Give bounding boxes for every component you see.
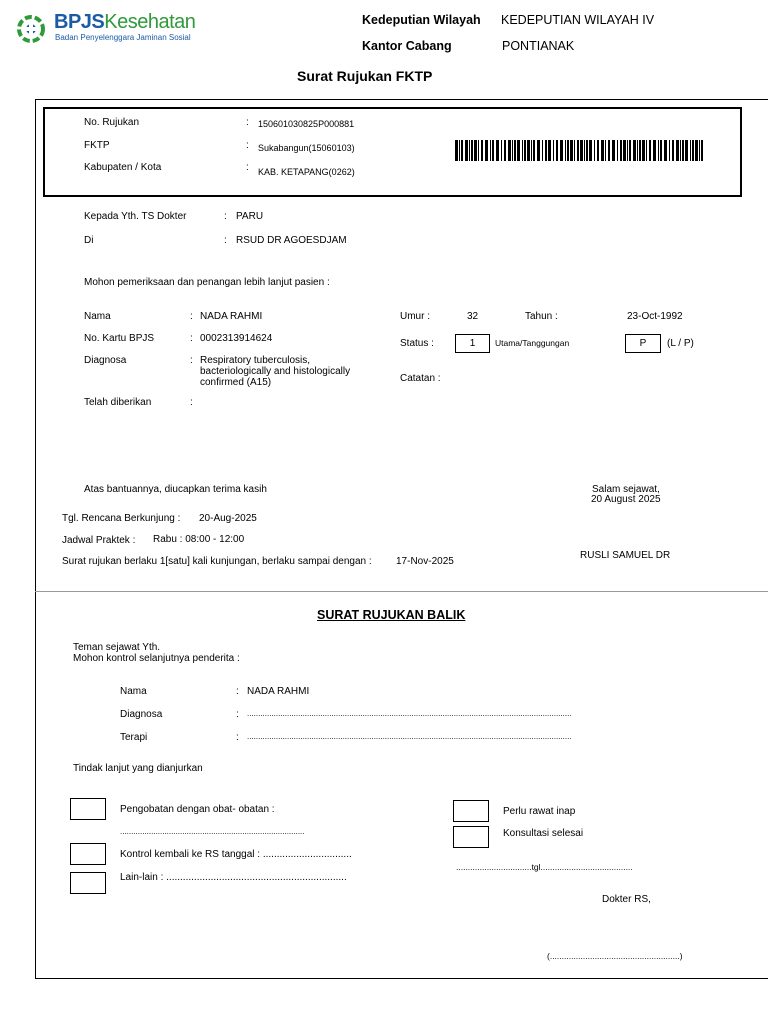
balik-request: Mohon kontrol selanjutnya penderita : bbox=[73, 653, 240, 664]
barcode-icon bbox=[455, 140, 705, 161]
page-title: Surat Rujukan FKTP bbox=[297, 68, 433, 84]
colon: : bbox=[224, 235, 227, 246]
colon: : bbox=[246, 117, 249, 128]
lain-checkbox[interactable] bbox=[70, 872, 106, 894]
colon: : bbox=[190, 311, 193, 322]
tahun-value: 23-Oct-1992 bbox=[627, 311, 683, 322]
obat-dots: ................................................................................... bbox=[120, 827, 305, 836]
kabupaten-label: Kabupaten / Kota bbox=[84, 162, 162, 173]
colon: : bbox=[236, 732, 239, 743]
diagnosa-label: Diagnosa bbox=[84, 355, 127, 366]
lain-label: Lain-lain : ................................................................. bbox=[120, 872, 347, 883]
balik-diagnosa-label: Diagnosa bbox=[120, 709, 163, 720]
kepada-value: PARU bbox=[236, 211, 264, 222]
di-value: RSUD DR AGOESDJAM bbox=[236, 235, 347, 246]
rawat-checkbox[interactable] bbox=[453, 800, 489, 822]
sex-box: P bbox=[625, 334, 661, 353]
rawat-label: Perlu rawat inap bbox=[503, 806, 576, 817]
nama-value: NADA RAHMI bbox=[200, 311, 263, 322]
umur-value: 32 bbox=[467, 311, 479, 322]
doctor-name: RUSLI SAMUEL DR bbox=[580, 550, 671, 561]
status-box: 1 bbox=[455, 334, 490, 353]
di-label: Di bbox=[84, 235, 94, 246]
thanks-text: Atas bantuannya, diucapkan terima kasih bbox=[84, 484, 267, 495]
section-divider bbox=[35, 591, 768, 592]
logo-tagline: Badan Penyelenggara Jaminan Sosial bbox=[55, 33, 191, 42]
no-rujukan-value: 150601030825P000881 bbox=[258, 119, 355, 129]
balik-nama-value: NADA RAHMI bbox=[247, 686, 310, 697]
rencana-value: 20-Aug-2025 bbox=[199, 513, 257, 524]
sex-desc: (L / P) bbox=[667, 338, 694, 349]
jadwal-label: Jadwal Praktek : bbox=[62, 535, 136, 546]
catatan-label: Catatan : bbox=[400, 373, 441, 384]
salam-text: Salam sejawat, bbox=[592, 484, 660, 495]
colon: : bbox=[190, 355, 193, 366]
balik-nama-label: Nama bbox=[120, 686, 147, 697]
colon: : bbox=[236, 709, 239, 720]
no-rujukan-label: No. Rujukan bbox=[84, 117, 140, 128]
nama-label: Nama bbox=[84, 311, 111, 322]
umur-label: Umur : bbox=[400, 311, 430, 322]
intro-text: Mohon pemeriksaan dan penangan lebih lanjut pasien : bbox=[84, 277, 330, 288]
fktp-value: Sukabangun(15060103) bbox=[258, 143, 355, 153]
kabupaten-value: KAB. KETAPANG(0262) bbox=[258, 167, 355, 177]
konsul-checkbox[interactable] bbox=[453, 826, 489, 848]
cabang-label: Kantor Cabang bbox=[362, 39, 452, 53]
tgl-line: ................................tgl....................................... bbox=[456, 862, 633, 872]
kartu-label: No. Kartu BPJS bbox=[84, 333, 155, 344]
balik-terapi-label: Terapi bbox=[120, 732, 148, 743]
colon: : bbox=[246, 162, 249, 173]
cabang-value: PONTIANAK bbox=[502, 39, 575, 53]
diagnosa-value: Respiratory tuberculosis, bacteriologically and histologically confirmed (A15) bbox=[200, 355, 351, 388]
konsul-label: Konsultasi selesai bbox=[503, 828, 584, 839]
kontrol-label: Kontrol kembali ke RS tanggal : ................................ bbox=[120, 849, 352, 860]
bpjs-emblem-icon bbox=[16, 14, 46, 44]
tahun-label: Tahun : bbox=[525, 311, 558, 322]
status-desc: Utama/Tanggungan bbox=[495, 338, 570, 348]
berlaku-text: Surat rujukan berlaku 1[satu] kali kunjungan, berlaku sampai dengan : bbox=[62, 556, 372, 567]
tindak-label: Tindak lanjut yang dianjurkan bbox=[73, 763, 203, 774]
deputi-label: Kedeputian Wilayah bbox=[362, 13, 481, 27]
rencana-label: Tgl. Rencana Berkunjung : bbox=[62, 513, 181, 524]
colon: : bbox=[190, 333, 193, 344]
balik-diagnosa-dots: .................................................................................................................................................. bbox=[247, 709, 572, 718]
balik-greeting: Teman sejawat Yth. bbox=[73, 642, 161, 653]
colon: : bbox=[246, 140, 249, 151]
logo-bpjs: BPJS bbox=[54, 11, 105, 33]
colon: : bbox=[224, 211, 227, 222]
obat-label: Pengobatan dengan obat- obatan : bbox=[120, 804, 275, 815]
kontrol-checkbox[interactable] bbox=[70, 843, 106, 865]
deputi-value: KEDEPUTIAN WILAYAH IV bbox=[501, 13, 655, 27]
form-frame bbox=[35, 99, 768, 979]
colon: : bbox=[190, 397, 193, 408]
balik-title: SURAT RUJUKAN BALIK bbox=[317, 608, 466, 622]
letter-date: 20 August 2025 bbox=[591, 494, 661, 505]
colon: : bbox=[236, 686, 239, 697]
obat-checkbox[interactable] bbox=[70, 798, 106, 820]
dokter-rs-label: Dokter RS, bbox=[602, 894, 651, 905]
signature-line: (.......................................................) bbox=[547, 951, 683, 961]
berlaku-value: 17-Nov-2025 bbox=[396, 556, 454, 567]
kartu-value: 0002313914624 bbox=[200, 333, 273, 344]
jadwal-value: Rabu : 08:00 - 12:00 bbox=[153, 534, 245, 545]
status-label: Status : bbox=[400, 338, 434, 349]
kepada-label: Kepada Yth. TS Dokter bbox=[84, 211, 187, 222]
fktp-label: FKTP bbox=[84, 140, 110, 151]
logo-kesehatan: Kesehatan bbox=[104, 11, 196, 33]
balik-terapi-dots: .................................................................................................................................................. bbox=[247, 732, 572, 741]
diberikan-label: Telah diberikan bbox=[84, 397, 152, 408]
